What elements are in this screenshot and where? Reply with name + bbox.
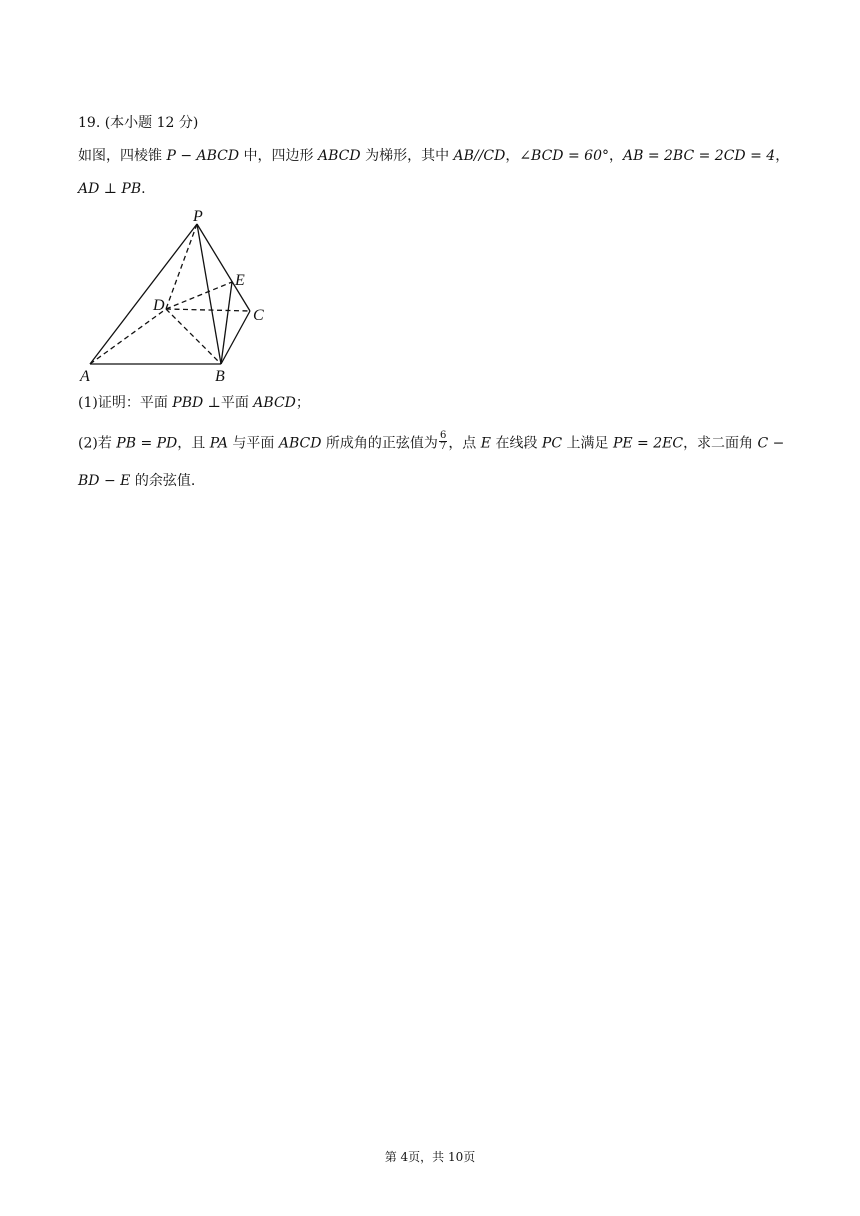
stem-text: 为梯形，其中 bbox=[360, 148, 454, 164]
part2-text: 在线段 bbox=[491, 435, 542, 452]
part2-text: (2)若 bbox=[78, 435, 117, 452]
fraction-denominator: 7 bbox=[439, 441, 447, 452]
vertex-label-C: C bbox=[253, 307, 264, 324]
part1-text: ⊥平面 bbox=[203, 395, 254, 411]
part2-line2 bbox=[78, 471, 195, 491]
edge-PA bbox=[90, 224, 197, 364]
vertex-label-A: A bbox=[80, 368, 90, 385]
page-footer: 第 4页，共 10页 bbox=[384, 1150, 476, 1164]
problem-stem-line2 bbox=[78, 179, 146, 199]
part1-text: ； bbox=[295, 395, 310, 411]
stem-math: AD ⊥ PB bbox=[78, 181, 142, 197]
stem-math: ∠BCD = 60° bbox=[519, 148, 609, 164]
stem-text: 中，四边形 bbox=[239, 148, 319, 164]
part2-math: PA bbox=[209, 435, 228, 452]
vertex-label-D: D bbox=[153, 297, 165, 314]
sine-fraction bbox=[439, 431, 447, 452]
part2-text: 所成角的正弦值为 bbox=[321, 435, 438, 452]
vertex-label-B: B bbox=[215, 368, 225, 385]
part1-text: (1)证明：平面 bbox=[78, 395, 173, 411]
edge-AD bbox=[90, 309, 166, 364]
edge-DE bbox=[166, 282, 232, 309]
pyramid-figure bbox=[76, 205, 276, 387]
edge-DC bbox=[166, 309, 250, 311]
problem-stem-line1 bbox=[78, 146, 789, 166]
vertex-label-P: P bbox=[193, 208, 203, 225]
edge-BC bbox=[221, 311, 250, 364]
part2-text: ，求二面角 bbox=[683, 435, 758, 452]
part2-math: BD − E bbox=[78, 473, 131, 489]
part1-math: PBD bbox=[172, 395, 204, 411]
part2-text: ，且 bbox=[177, 435, 210, 452]
part2-line1 bbox=[78, 430, 785, 454]
part2-text: 上满足 bbox=[562, 435, 613, 452]
stem-math: ABCD bbox=[318, 148, 361, 164]
edge-PD bbox=[166, 224, 197, 309]
part2-text: 的余弦值. bbox=[130, 473, 196, 489]
part2-text: ，点 bbox=[448, 435, 481, 452]
stem-text: ， bbox=[608, 148, 623, 164]
problem-header: 19. (本小题 12 分) bbox=[78, 115, 199, 131]
part1-math: ABCD bbox=[253, 395, 296, 411]
part2-math: PC bbox=[541, 435, 563, 452]
stem-text: ， bbox=[505, 148, 520, 164]
stem-math: AB = 2BC = 2CD = 4 bbox=[622, 148, 776, 164]
part2-math: C − bbox=[757, 435, 785, 452]
stem-math: AB//CD bbox=[453, 148, 506, 164]
part1-line bbox=[78, 393, 310, 413]
edge-PB bbox=[197, 224, 221, 364]
stem-text: . bbox=[141, 181, 146, 197]
part2-text: 与平面 bbox=[227, 435, 279, 452]
stem-text: ， bbox=[775, 148, 790, 164]
stem-text: 如图，四棱锥 bbox=[78, 148, 167, 164]
vertex-label-E: E bbox=[235, 272, 245, 289]
part2-math: E bbox=[480, 435, 491, 452]
part2-math: ABCD bbox=[278, 435, 322, 452]
stem-math: P − ABCD bbox=[166, 148, 240, 164]
part2-math: PB = PD bbox=[116, 435, 178, 452]
fraction-numerator: 6 bbox=[439, 430, 447, 441]
edge-BE bbox=[221, 282, 232, 364]
part2-math: PE = 2EC bbox=[612, 435, 684, 452]
